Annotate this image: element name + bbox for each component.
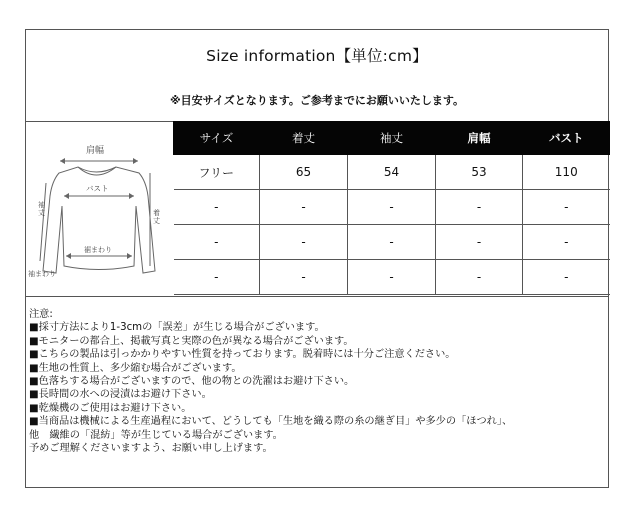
label-length: 着丈	[153, 209, 160, 225]
table-row	[174, 190, 610, 225]
notes-heading: 注意:	[29, 309, 53, 320]
size-table	[173, 121, 609, 295]
note-line: 他 繊維の「混紡」等が生じている場合がございます。	[29, 429, 283, 441]
table-cell: -	[523, 190, 610, 225]
header-length: 着丈	[260, 121, 348, 155]
table-cell: 54	[348, 155, 436, 190]
divider-middle	[26, 296, 608, 297]
note-line: ■こちらの製品は引っかかりやすい性質を持っております。脱着時には十分ご注意ください。	[29, 349, 456, 361]
table-cell: 110	[523, 155, 610, 190]
table-row	[174, 260, 610, 295]
label-shoulder: 肩幅	[86, 146, 105, 156]
note-line: ■採寸方法により1-3cmの「誤差」が生じる場合がございます。	[29, 322, 325, 334]
garment-diagram	[26, 121, 173, 296]
table-cell: -	[260, 225, 348, 260]
table-cell: -	[523, 225, 610, 260]
note-line: ■モニターの都合上、掲載写真と実際の色が異なる場合がございます。	[29, 335, 354, 347]
label-bust: バスト	[86, 184, 109, 193]
table-cell: 65	[260, 155, 348, 190]
header-size: サイズ	[174, 121, 260, 155]
table-cell: -	[436, 190, 523, 225]
header-shoulder: 肩幅	[436, 121, 523, 155]
note-line: ■当商品は機械による生産過程において、どうしても「生地を織る際の糸の継ぎ目」や多少の「ほつれ」、	[29, 416, 513, 428]
table-cell: -	[348, 260, 436, 295]
label-cuff: 袖まわり	[28, 270, 56, 278]
header-bust: バスト	[523, 121, 610, 155]
table-cell: -	[260, 190, 348, 225]
table-cell: -	[436, 260, 523, 295]
table-row	[174, 225, 610, 260]
table-cell: -	[348, 190, 436, 225]
page-title: Size information【単位:cm】	[206, 47, 428, 65]
table-cell: -	[174, 260, 260, 295]
table-cell: -	[174, 225, 260, 260]
table-cell: -	[174, 190, 260, 225]
note-line: 予めご理解くださいますよう、お願い申し上げます。	[29, 443, 273, 455]
note-line: ■色落ちする場合がございますので、他の物との洗濯はお避け下さい。	[29, 376, 355, 388]
table-header-row	[174, 121, 610, 155]
note-line: ■長時間の水への浸漬はお避け下さい。	[29, 389, 212, 401]
reference-note: ※目安サイズとなります。ご参考までにお願いいたします。	[169, 94, 465, 107]
table-cell: -	[260, 260, 348, 295]
care-notes	[29, 308, 607, 455]
label-hem: 裾まわり	[84, 246, 112, 254]
table-cell: -	[348, 225, 436, 260]
table-cell: 53	[436, 155, 523, 190]
label-sleeve: 袖丈	[38, 201, 45, 217]
note-line: ■生地の性質上、多少縮む場合がございます。	[29, 362, 242, 374]
size-info-frame	[25, 29, 609, 488]
header-sleeve: 袖丈	[348, 121, 436, 155]
table-cell: -	[523, 260, 610, 295]
table-cell: -	[436, 225, 523, 260]
note-line: ■乾燥機のご使用はお避け下さい。	[29, 402, 192, 414]
table-cell: フリー	[174, 155, 260, 190]
table-row	[174, 155, 610, 190]
